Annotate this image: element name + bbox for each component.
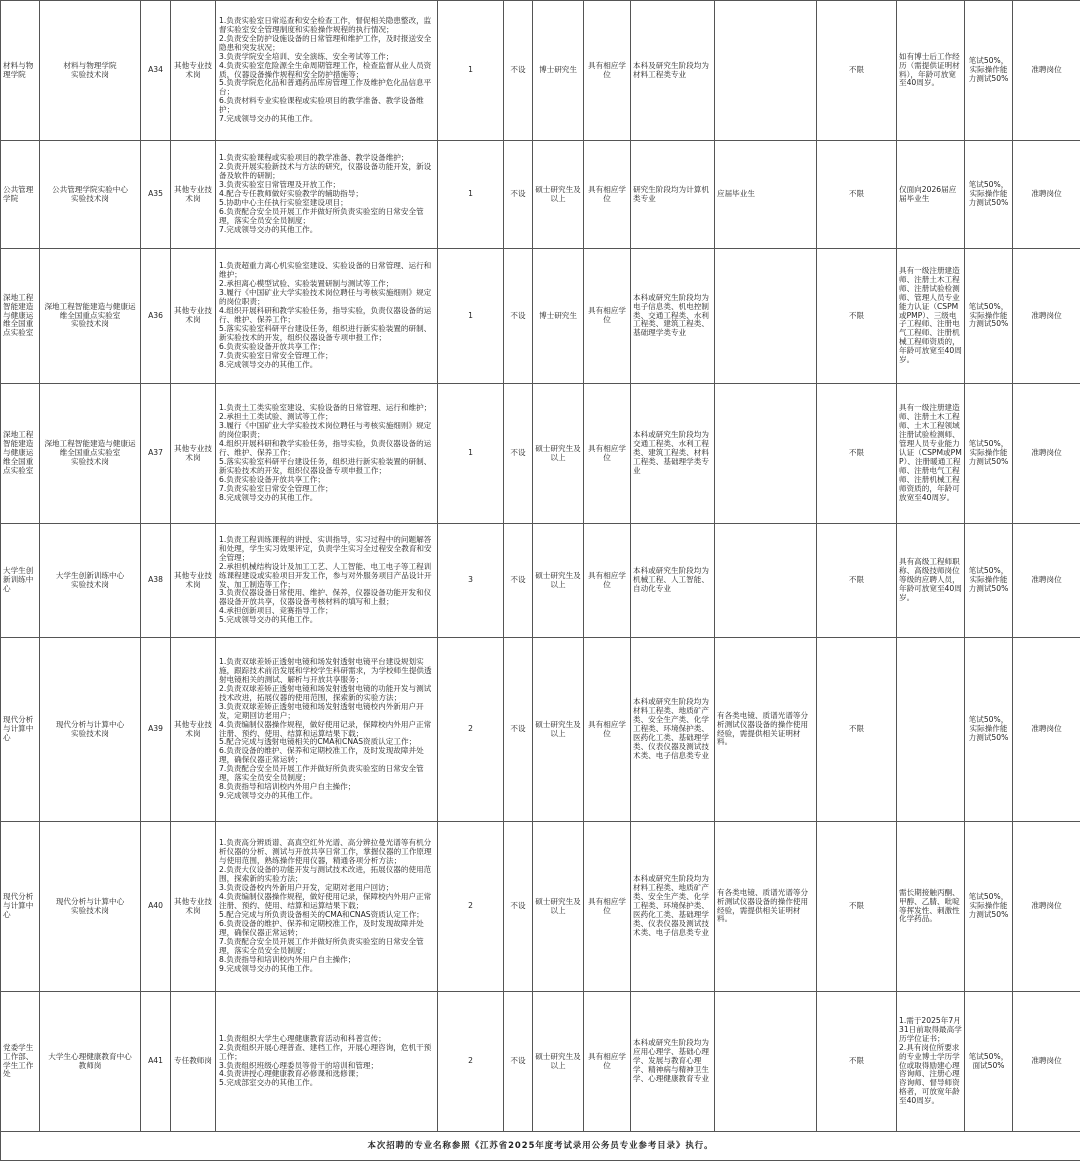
cell-education: 硕士研究生及以上 — [533, 638, 584, 822]
footer-row — [1, 1132, 1080, 1161]
table-row — [1, 384, 1080, 524]
cell-target: 有各类电镜、质谱光谱等分析测试仪器设备的操作使用经验，需提供相关证明材料。 — [715, 822, 817, 992]
cell-duties: 1.负责组织大学生心理健康教育活动和科普宣传； 2.负责组织开展心理普查、建档工作，开展心理咨询，危机干预工作； 3.负责组织班级心理委员等骨干的培训和管理； 4.负责讲授心理健康教育必修课和选修课； 5.完成部室交办的其他工作。 — [216, 992, 438, 1132]
cell-post-code: A35 — [141, 141, 171, 249]
cell-post-code: A36 — [141, 249, 171, 384]
cell-count: 2 — [438, 638, 504, 822]
cell-target: 有各类电镜、质谱光谱等分析测试仪器设备的操作使用经验，需提供相关证明材料。 — [715, 638, 817, 822]
cell-post-nature: 准聘岗位 — [1013, 638, 1080, 822]
cell-count: 2 — [438, 822, 504, 992]
table-row — [1, 249, 1080, 384]
cell-degree: 具有相应学位 — [584, 1, 631, 141]
cell-other-requirements — [897, 638, 965, 822]
cell-count: 2 — [438, 992, 504, 1132]
cell-other-requirements: 具有一级注册建造师、注册土木工程师、注册试验检测师、管理人员专业能力认证（CSPM或PMP）、三级电子工程师、注册电气工程师、注册机械工程师资质的，年龄可放宽至40周岁。 — [897, 249, 965, 384]
cell-exam-method: 笔试50%， 实际操作能力测试50% — [965, 638, 1013, 822]
cell-degree: 具有相应学位 — [584, 141, 631, 249]
cell-major: 本科或研究生阶段均为应用心理学、基础心理学、发展与教育心理学、精神病与精神卫生学、心理健康教育专业 — [631, 992, 715, 1132]
cell-target — [715, 1, 817, 141]
cell-department-post: 深地工程智能建造与健康运维全国重点实验室 实验技术岗 — [40, 384, 141, 524]
cell-post-category: 其他专业技术岗 — [171, 249, 216, 384]
cell-post-code: A38 — [141, 524, 171, 638]
cell-post-nature: 准聘岗位 — [1013, 524, 1080, 638]
cell-gender: 不设 — [504, 141, 533, 249]
cell-major: 本科或研究生阶段均为材料工程类、地质矿产类、安全生产类、化学工程类、环境保护类、医药化工类、基础理学类、仪表仪器及测试技术类、电子信息类专业 — [631, 638, 715, 822]
cell-major: 本科或研究生阶段均为交通工程类、水利工程类、建筑工程类、材料工程类、基础理学类专业 — [631, 384, 715, 524]
cell-major: 本科及研究生阶段均为 材料工程类专业 — [631, 1, 715, 141]
cell-count: 3 — [438, 524, 504, 638]
cell-education: 博士研究生 — [533, 249, 584, 384]
cell-exam-method: 笔试50%，实际操作能力测试50% — [965, 384, 1013, 524]
cell-post-code: A39 — [141, 638, 171, 822]
cell-target — [715, 524, 817, 638]
cell-count: 1 — [438, 1, 504, 141]
cell-gender: 不设 — [504, 249, 533, 384]
cell-education: 硕士研究生及以上 — [533, 992, 584, 1132]
cell-post-code: A41 — [141, 992, 171, 1132]
cell-age: 不限 — [817, 822, 897, 992]
cell-post-category: 其他专业技术岗 — [171, 141, 216, 249]
cell-degree: 具有相应学位 — [584, 249, 631, 384]
cell-education: 硕士研究生及以上 — [533, 524, 584, 638]
cell-education: 博士研究生 — [533, 1, 584, 141]
cell-college: 深地工程智能建造与健康运维全国重点实验室 — [1, 249, 40, 384]
cell-post-nature: 准聘岗位 — [1013, 141, 1080, 249]
cell-exam-method: 笔试50%，实际操作能力测试50% — [965, 249, 1013, 384]
cell-age: 不限 — [817, 384, 897, 524]
cell-duties: 1.负责实验课程或实验项目的教学准备、教学设备维护； 2.负责开展实验新技术与方法的研究，仪器设备功能开发，新设备及软件的研制； 3.负责实验室日常管理及开放工作； 4.配合专任教师做好实验教学的辅助指导； 5.协助中心主任执行实验室建设项目； 6.负责配合安全员开展工作并做好所负责实验室的日常安全管理，落实全员安全员制度； 7.完成领导交办的其他工作。 — [216, 141, 438, 249]
cell-exam-method: 笔试50%，实际操作能力测试50% — [965, 1, 1013, 141]
cell-major: 本科或研究生阶段均为材料工程类、地质矿产类、安全生产类、化学工程类、环境保护类、医药化工类、基础理学类、仪表仪器及测试技术类、电子信息类专业 — [631, 822, 715, 992]
cell-count: 1 — [438, 384, 504, 524]
cell-gender: 不设 — [504, 992, 533, 1132]
cell-post-category: 其他专业技术岗 — [171, 822, 216, 992]
cell-count: 1 — [438, 141, 504, 249]
cell-duties: 1.负责实验室日常巡查和安全检查工作，督促相关隐患整改，监督实验室安全管理制度和实验操作规程的执行情况； 2.负责安全防护设施设备的日常管理和维护工作，及时报送安全隐患和突发状况； 3.负责学院安全培训、安全演练、安全考试等工作； 4.负责实验室危险源全生命周期管理工作，检查监督从业人员资质，仪器设备操作规程和安全防护措施等； 5.负责学院危化品和普通药品库房管理工作及维护危化品信息平台； 6.负责材料专业实验课程或实验项目的教学准备、教学设备维护； 7.完成领导交办的其他工作。 — [216, 1, 438, 141]
cell-department-post: 深地工程智能建造与健康运维全国重点实验室 实验技术岗 — [40, 249, 141, 384]
cell-post-category: 其他专业技术岗 — [171, 638, 216, 822]
cell-other-requirements: 1.需于2025年7月31日前取得最高学历学位证书； 2.具有岗位所要求的专业博士学历学位或取得励建心理咨询师、注册心理咨询师、督导师资格者，可放宽年龄至40周岁。 — [897, 992, 965, 1132]
cell-other-requirements: 如有博士后工作经历（需提供证明材料），年龄可放宽至40周岁。 — [897, 1, 965, 141]
cell-college: 现代分析与计算中心 — [1, 822, 40, 992]
cell-department-post: 大学生心理健康教育中心 教师岗 — [40, 992, 141, 1132]
cell-duties: 1.负责土工类实验室建设、实验设备的日常管理、运行和维护； 2.承担土工类试验、测试等工作； 3.履行《中国矿业大学实验技术岗位聘任与考核实施细则》规定的岗位职责； 4.组织开展科研和教学实验任务，指导实验，负责仪器设备的运行、维护、保养工作； 5.落实实验室科研平台建设任务，组织进行新实验装置的研制、新实验技术的开发，组织仪器设备专项申报工作； 6.负责实验设备开放共享工作； 7.负责实验室日常安全管理工作； 8.完成领导交办的其他工作。 — [216, 384, 438, 524]
cell-degree: 具有相应学位 — [584, 822, 631, 992]
cell-post-nature: 准聘岗位 — [1013, 249, 1080, 384]
cell-age: 不限 — [817, 249, 897, 384]
table-row — [1, 141, 1080, 249]
cell-post-nature: 准聘岗位 — [1013, 992, 1080, 1132]
cell-target — [715, 249, 817, 384]
cell-target — [715, 992, 817, 1132]
cell-duties: 1.负责超重力离心机实验室建设、实验设备的日常管理、运行和维护； 2.承担离心模型试验、实验装置研制与测试等工作； 3.履行《中国矿业大学实验技术岗位聘任与考核实施细则》规定的岗位职责； 4.组织开展科研和教学实验任务，指导实验，负责仪器设备的运行、维护、保养工作； 5.落实实验室科研平台建设任务，组织进行新实验装置的研制、新实验技术的开发，组织仪器设备专项申报工作； 6.负责实验设备开放共享工作； 7.负责实验室日常安全管理工作； 8.完成领导交办的其他工作。 — [216, 249, 438, 384]
cell-post-nature: 准聘岗位 — [1013, 1, 1080, 141]
table-row — [1, 524, 1080, 638]
cell-major: 本科或研究生阶段均为机械工程、人工智能、自动化专业 — [631, 524, 715, 638]
cell-age: 不限 — [817, 141, 897, 249]
cell-degree: 具有相应学位 — [584, 524, 631, 638]
cell-target: 应届毕业生 — [715, 141, 817, 249]
cell-post-category: 其他专业技术岗 — [171, 384, 216, 524]
cell-degree: 具有相应学位 — [584, 992, 631, 1132]
cell-college: 现代分析与计算中心 — [1, 638, 40, 822]
table-row — [1, 1, 1080, 141]
cell-post-category: 其他专业技术岗 — [171, 1, 216, 141]
cell-college: 大学生创新训练中心 — [1, 524, 40, 638]
cell-gender: 不设 — [504, 1, 533, 141]
cell-department-post: 大学生创新训练中心 实验技术岗 — [40, 524, 141, 638]
cell-exam-method: 笔试50%，实际操作能力测试50% — [965, 822, 1013, 992]
cell-gender: 不设 — [504, 384, 533, 524]
cell-other-requirements: 具有一级注册建造师、注册土木工程师、土木工程领域注册试验检测师、管理人员专业能力认证（CSPM或PMP）、注册暖通工程师、注册电气工程师、注册机械工程师资质的，年龄可放宽至40周岁。 — [897, 384, 965, 524]
cell-degree: 具有相应学位 — [584, 638, 631, 822]
cell-post-nature: 准聘岗位 — [1013, 384, 1080, 524]
cell-post-category: 其他专业技术岗 — [171, 524, 216, 638]
cell-age: 不限 — [817, 1, 897, 141]
cell-other-requirements: 具有高级工程师职称、高级技师岗位等级的应聘人员，年龄可放宽至40周岁。 — [897, 524, 965, 638]
cell-target — [715, 384, 817, 524]
cell-exam-method: 笔试50%，面试50% — [965, 992, 1013, 1132]
cell-college: 材料与物理学院 — [1, 1, 40, 141]
cell-major: 本科或研究生阶段均为电子信息类、机电控制类、交通工程类、水利工程类、建筑工程类、基础理学类专业 — [631, 249, 715, 384]
cell-duties: 1.负责工程训练课程的讲授、实训指导，实习过程中的问题解答和处理，学生实习效果评定，负责学生实习全过程安全教育和安全管理； 2.承担机械结构设计及加工工艺、人工智能、电工电子等工程训练课程建设或实验项目开发工作，参与对外服务项目产品设计开发、加工制造等工作； 3.负责仪器设备日常使用、维护、保养，仪器设备功能开发和仪器设备开放共享，仪器设备考核材料的填写和上报； 4.承担创新项目、竞赛指导工作； 5.完成领导交办的其他工作。 — [216, 524, 438, 638]
cell-count: 1 — [438, 249, 504, 384]
cell-duties: 1.负责高分辨质谱、高真空红外光谱、高分辨拉曼光谱等有机分析仪器的分析、测试与开放共享日常工作，掌握仪器的工作原理与使用范围，熟练操作使用仪器，精通各项分析方法； 2.负责大仪设备的功能开发与测试技术改进，拓展仪器的使用范围，探索新的实验方法； 3.负责设备校内外新用户开发，定期对老用户回访； 4.负责编制仪器操作规程，做好使用记录，保障校内外用户正常注册、预约、使用、结算和运算结果下载； 5.配合完成与所负责设备相关的CMA和CNAS资质认定工作； 6.负责设备的维护、保养和定期校准工作，及时发现故障并处理，确保仪器正常运转； 7.负责配合安全员开展工作并做好所负责实验室的日常安全管理，落实全员安全员制度； 8.负责指导和培训校内外用户自主操作； 9.完成领导交办的其他工作。 — [216, 822, 438, 992]
cell-department-post: 公共管理学院实验中心 实验技术岗 — [40, 141, 141, 249]
cell-age: 不限 — [817, 638, 897, 822]
cell-post-category: 专任教师岗 — [171, 992, 216, 1132]
cell-education: 硕士研究生及以上 — [533, 822, 584, 992]
cell-post-code: A40 — [141, 822, 171, 992]
footer-note: 本次招聘的专业名称参照《江苏省2025年度考试录用公务员专业参考目录》执行。 — [1, 1132, 1080, 1161]
cell-education: 硕士研究生及以上 — [533, 384, 584, 524]
cell-post-code: A37 — [141, 384, 171, 524]
cell-degree: 具有相应学位 — [584, 384, 631, 524]
cell-other-requirements: 仅面向2026届应届毕业生 — [897, 141, 965, 249]
cell-exam-method: 笔试50%，实际操作能力测试50% — [965, 524, 1013, 638]
cell-age: 不限 — [817, 992, 897, 1132]
cell-department-post: 现代分析与计算中心 实验技术岗 — [40, 822, 141, 992]
cell-college: 党委学生工作部、学生工作处 — [1, 992, 40, 1132]
cell-department-post: 材料与物理学院 实验技术岗 — [40, 1, 141, 141]
table-row — [1, 822, 1080, 992]
cell-gender: 不设 — [504, 822, 533, 992]
cell-education: 硕士研究生及以上 — [533, 141, 584, 249]
table-row — [1, 992, 1080, 1132]
cell-department-post: 现代分析与计算中心 实验技术岗 — [40, 638, 141, 822]
cell-major: 研究生阶段均为计算机类专业 — [631, 141, 715, 249]
cell-gender: 不设 — [504, 524, 533, 638]
table-row — [1, 638, 1080, 822]
cell-exam-method: 笔试50%，实际操作能力测试50% — [965, 141, 1013, 249]
cell-duties: 1.负责双球差矫正透射电镜和场发射透射电镜平台建设规划实施，跟踪技术前沿发展和学校学生科研需求，为学校师生提供透射电镜相关的测试、解析与开放共享服务； 2.负责双球差矫正透射电镜和场发射透射电镜的功能开发与测试技术改进，拓展仪器的使用范围，探索新的实验方法； 3.负责双球差矫正透射电镜和场发射透射电镜校内外新用户开发，定期回访老用户； 4.负责编制仪器操作规程，做好使用记录，保障校内外用户正常注册、预约、使用、结算和运算结果下载； 5.配合完成与透射电镜相关的CMA和CNAS资质认定工作； 6.负责设备的维护、保养和定期校准工作，及时发现故障并处理，确保仪器正常运转； 7.负责配合安全员开展工作并做好所负责实验室的日常安全管理，落实全员安全员制度； 8.负责指导和培训校内外用户自主操作； 9.完成领导交办的其他工作。 — [216, 638, 438, 822]
cell-post-code: A34 — [141, 1, 171, 141]
cell-college: 深地工程智能建造与健康运维全国重点实验室 — [1, 384, 40, 524]
cell-gender: 不设 — [504, 638, 533, 822]
cell-college: 公共管理学院 — [1, 141, 40, 249]
cell-post-nature: 准聘岗位 — [1013, 822, 1080, 992]
cell-age: 不限 — [817, 524, 897, 638]
cell-other-requirements: 需长期接触丙酮、甲醇、乙腈、吡啶等挥发性、刺激性化学药品。 — [897, 822, 965, 992]
